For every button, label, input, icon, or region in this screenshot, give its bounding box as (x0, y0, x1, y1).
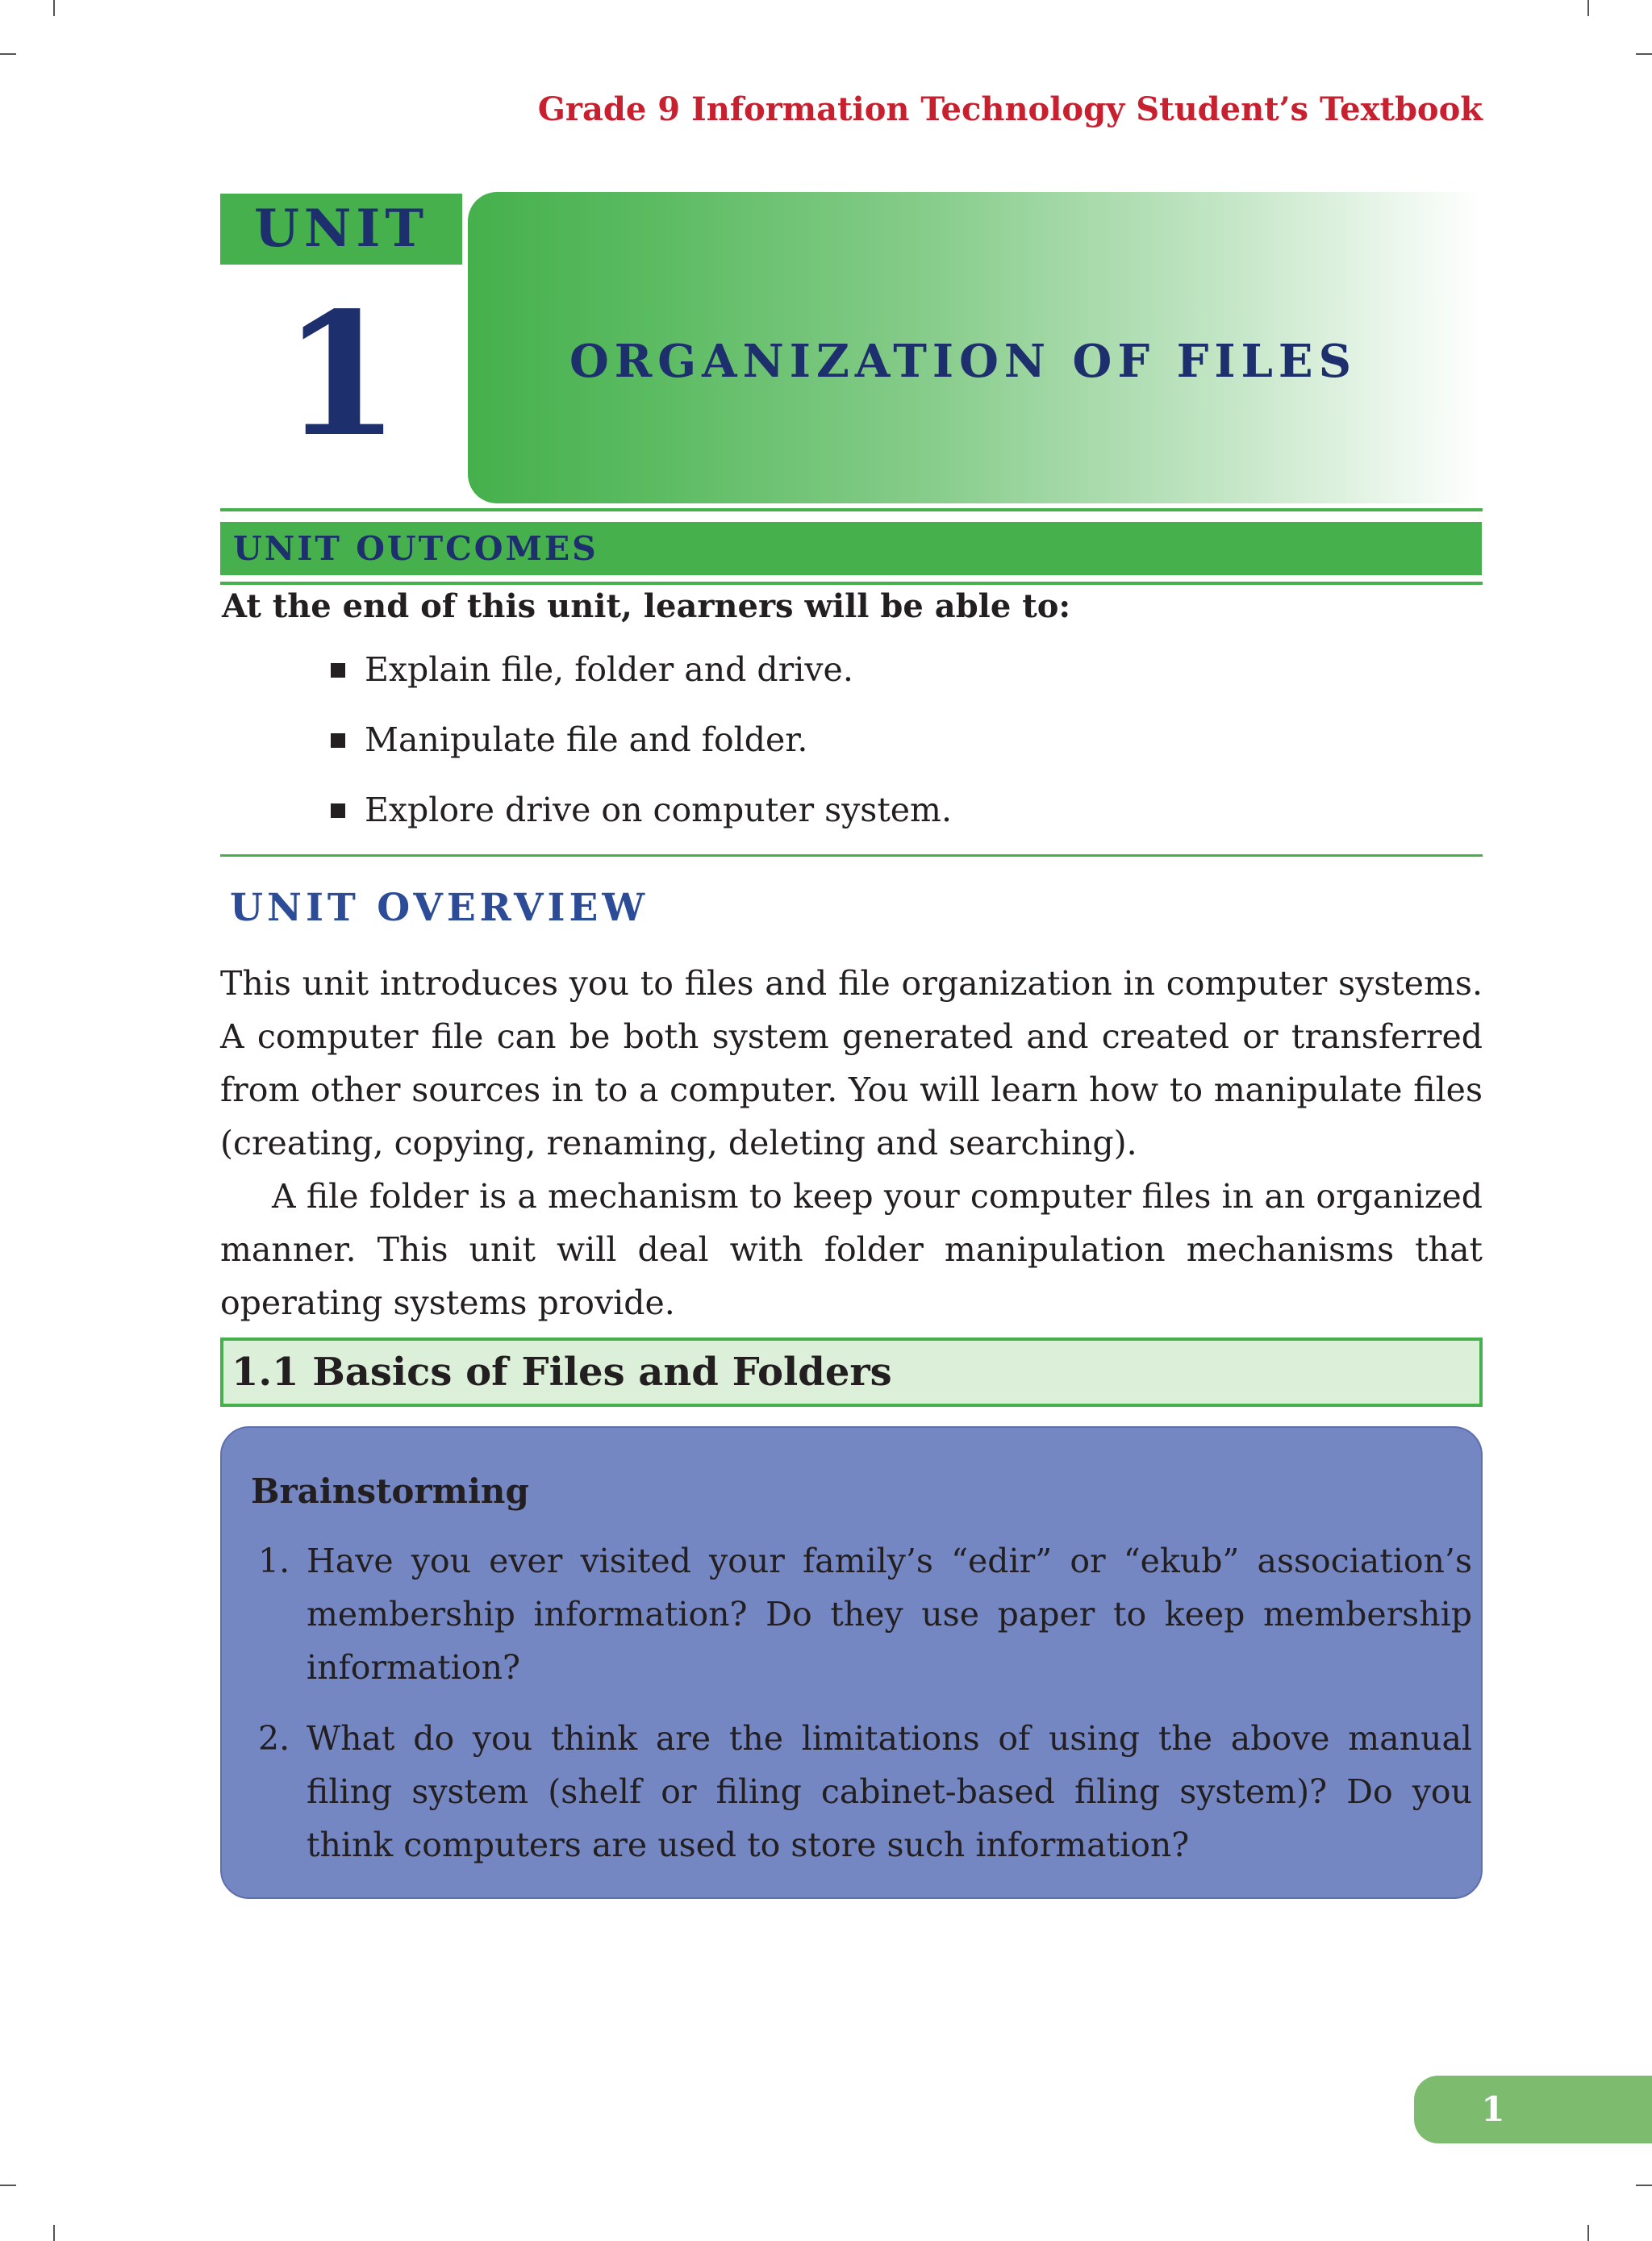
question-item (258, 1534, 1472, 1694)
crop-mark (53, 2225, 55, 2241)
outcomes-intro: At the end of this unit, learners will be able to: (222, 587, 1071, 625)
list-item (331, 786, 952, 856)
section-heading-box (220, 1338, 1483, 1407)
divider-line (220, 854, 1483, 857)
crop-mark (53, 0, 55, 16)
divider-line (220, 582, 1483, 585)
outcomes-list (331, 645, 952, 856)
question-item (258, 1712, 1472, 1872)
section-title: 1.1 Basics of Files and Folders (232, 1350, 892, 1395)
outcome-text: Manipulate file and folder. (365, 720, 808, 759)
outcomes-heading: UNIT OUTCOMES (233, 529, 599, 568)
crop-mark (1636, 2185, 1652, 2186)
brainstorming-title: Brainstorming (251, 1471, 529, 1511)
unit-label-box (220, 194, 462, 265)
unit-title-banner (468, 192, 1483, 503)
list-item (331, 645, 952, 716)
crop-mark (1636, 53, 1652, 55)
square-bullet-icon (331, 733, 345, 748)
crop-mark (1587, 0, 1589, 16)
unit-title: ORGANIZATION OF FILES (569, 335, 1358, 388)
crop-mark (1587, 2225, 1589, 2241)
question-number: 2. (258, 1719, 290, 1758)
question-text: What do you think are the limitations of using the above manual filing system (shelf or filing cabinet-based filing system)? Do you think computers are used to store such information? (307, 1719, 1472, 1864)
brainstorming-box (220, 1426, 1483, 1899)
outcomes-heading-bar (220, 522, 1482, 575)
crop-mark (0, 2185, 16, 2186)
question-text: Have you ever visited your family’s “edir” or “ekub” association’s membership information? Do they use paper to keep membership information? (307, 1542, 1472, 1687)
unit-label: UNIT (254, 198, 428, 259)
question-number: 1. (258, 1542, 290, 1580)
square-bullet-icon (331, 803, 345, 818)
list-item (331, 716, 952, 786)
outcome-text: Explain file, folder and drive. (365, 650, 853, 689)
page-number-tab (1414, 2076, 1652, 2143)
unit-number: 1 (282, 275, 401, 474)
page-number: 1 (1481, 2089, 1505, 2129)
outcome-text: Explore drive on computer system. (365, 791, 952, 829)
overview-paragraph: This unit introduces you to files and file organization in computer systems. A computer file can be both system generated and created or transferred from other sources in to a computer. You will learn how to manipulate files (creating, copying, renaming, deleting and searching). (220, 964, 1483, 1162)
crop-mark (0, 53, 16, 55)
overview-heading: UNIT OVERVIEW (230, 886, 649, 930)
overview-paragraph: A file folder is a mechanism to keep your computer files in an organized manner. This unit will deal with folder manipulation mechanisms that operating systems provide. (220, 1177, 1483, 1322)
running-header: Grade 9 Information Technology Student’s Textbook (537, 90, 1483, 128)
divider-line (220, 508, 1483, 511)
square-bullet-icon (331, 663, 345, 678)
